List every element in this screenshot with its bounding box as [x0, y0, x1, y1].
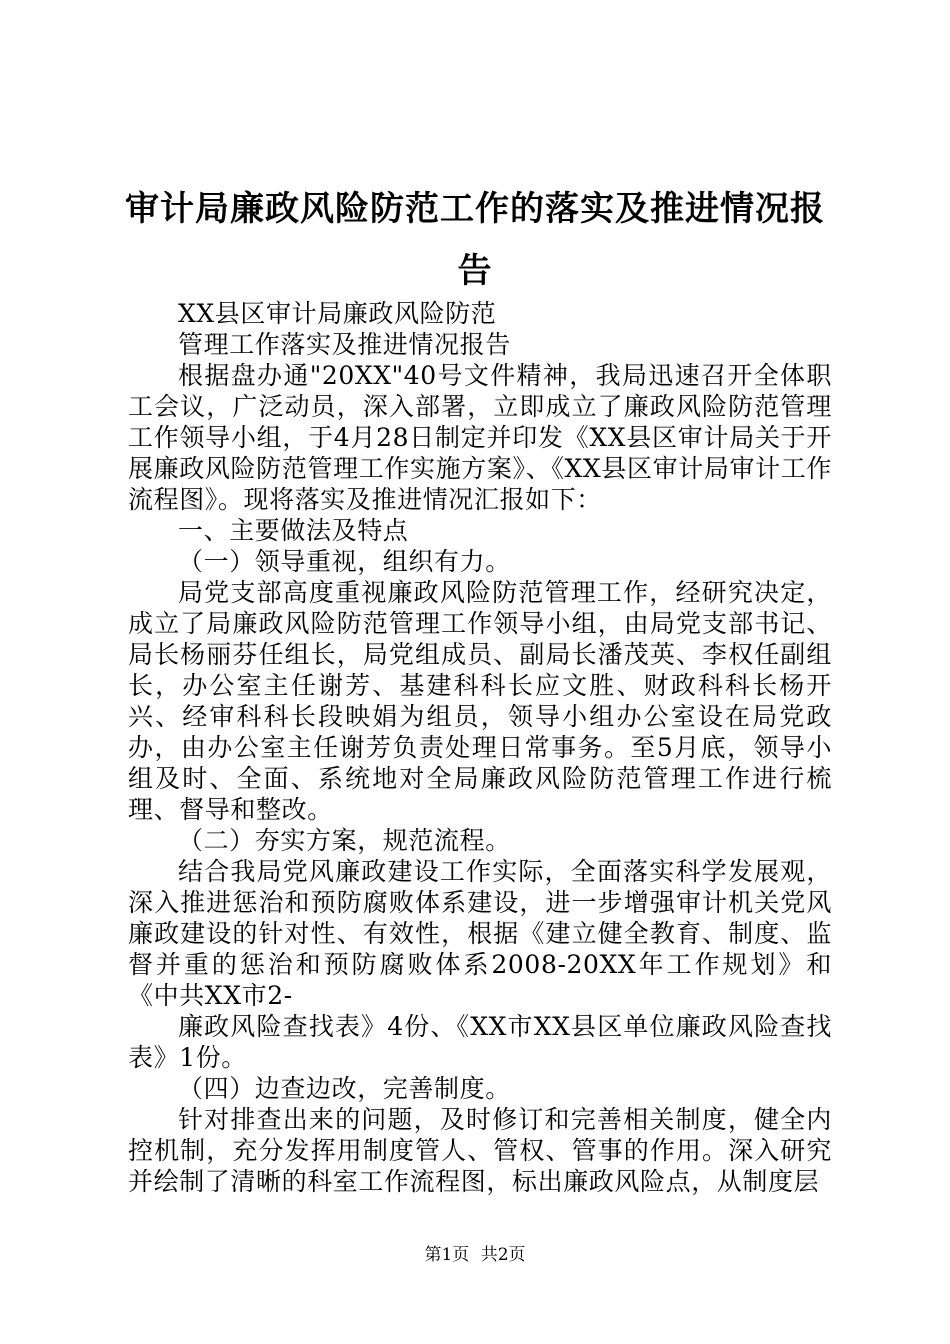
document-body: [128, 298, 832, 1197]
subsection-heading: （四）边查边改，完善制度。: [178, 1074, 511, 1103]
paragraph: 管理工作落实及推进情况报告: [178, 330, 511, 359]
section-heading: 一、主要做法及特点: [178, 516, 409, 545]
paragraph: 结合我局党风廉政建设工作实际，全面落实科学发展观，深入推进惩治和预防腐败体系建设，进一步增强审计机关党风廉政建设的针对性、有效性，根据《建立健全教育、制度、监督并重的惩治和预防腐败体系2008-20XX年工作规划》和《中共XX市2-: [128, 857, 832, 1010]
page-footer: [0, 1244, 950, 1266]
paragraph: XX县区审计局廉政风险防范: [178, 299, 497, 328]
subsection-heading: （一）领导重视，组织有力。: [178, 547, 511, 576]
page-number: 第1页: [424, 1245, 470, 1265]
paragraph: 根据盘办通"20XX"40号文件精神，我局迅速召开全体职工会议，广泛动员，深入部署，立即成立了廉政风险防范管理工作领导小组，于4月28日制定并印发《XX县区审计局关于开展廉政风险防范管理工作实施方案》、《XX县区审计局审计工作流程图》。现将落实及推进情况汇报如下：: [128, 361, 832, 514]
paragraph: 针对排查出来的问题，及时修订和完善相关制度，健全内控机制，充分发挥用制度管人、管权、管事的作用。深入研究并绘制了清晰的科室工作流程图，标出廉政风险点，从制度层: [128, 1105, 832, 1196]
document-title: 审计局廉政风险防范工作的落实及推进情况报告: [125, 189, 825, 291]
subsection-heading: （二）夯实方案，规范流程。: [178, 826, 511, 855]
paragraph: 局党支部高度重视廉政风险防范管理工作，经研究决定，成立了局廉政风险防范管理工作领导小组，由局党支部书记、局长杨丽芬任组长，局党组成员、副局长潘茂英、李权任副组长，办公室主任谢芳、基建科科长应文胜、财政科科长杨开兴、经审科科长段映娟为组员，领导小组办公室设在局党政办，由办公室主任谢芳负责处理日常事务。至5月底，领导小组及时、全面、系统地对全局廉政风险防范管理工作进行梳理、督导和整改。: [128, 578, 832, 824]
page-total: 共2页: [480, 1245, 526, 1265]
paragraph: 廉政风险查找表》4份、《XX市XX县区单位廉政风险查找表》1份。: [128, 1012, 832, 1072]
